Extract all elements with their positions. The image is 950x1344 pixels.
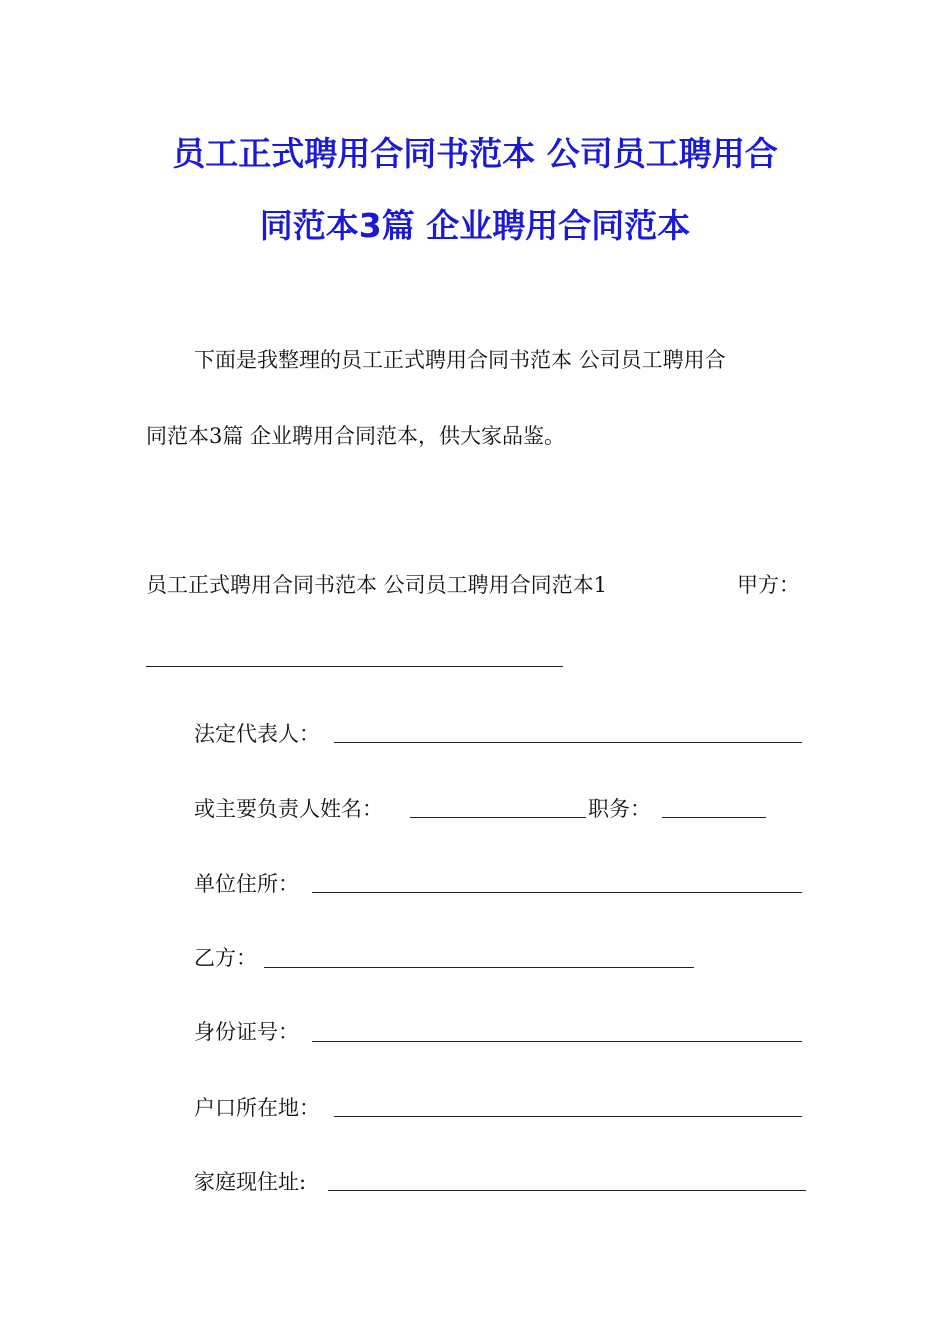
legal-rep-label: 法定代表人： <box>194 722 320 746</box>
position-blank <box>662 817 766 818</box>
id-number-blank <box>312 1041 802 1042</box>
intro-line-2: 同范本3篇 企业聘用合同范本，供大家品鉴。 <box>146 424 566 448</box>
title-line-1: 员工正式聘用合同书范本 公司员工聘用合 <box>172 134 778 173</box>
address-label: 单位住所： <box>194 872 299 896</box>
household-blank <box>334 1116 802 1117</box>
legal-rep-blank <box>334 742 802 743</box>
section-heading: 员工正式聘用合同书范本 公司员工聘用合同范本1 <box>146 573 608 597</box>
party-b-blank <box>264 967 694 968</box>
position-label: 职务： <box>588 797 651 821</box>
party-b-label: 乙方： <box>194 946 257 970</box>
id-number-label: 身份证号： <box>194 1020 299 1044</box>
principal-name-label: 或主要负责人姓名： <box>194 797 383 821</box>
home-address-label: 家庭现住址: <box>194 1170 307 1194</box>
intro-line-1: 下面是我整理的员工正式聘用合同书范本 公司员工聘用合 <box>194 348 726 372</box>
title-line-2: 同范本3篇 企业聘用合同范本 <box>259 206 691 245</box>
household-label: 户口所在地： <box>194 1096 320 1120</box>
party-a-blank <box>146 666 563 667</box>
principal-name-blank <box>410 817 586 818</box>
address-blank <box>312 892 802 893</box>
party-a-label: 甲方： <box>737 573 800 597</box>
home-address-blank <box>328 1190 806 1191</box>
